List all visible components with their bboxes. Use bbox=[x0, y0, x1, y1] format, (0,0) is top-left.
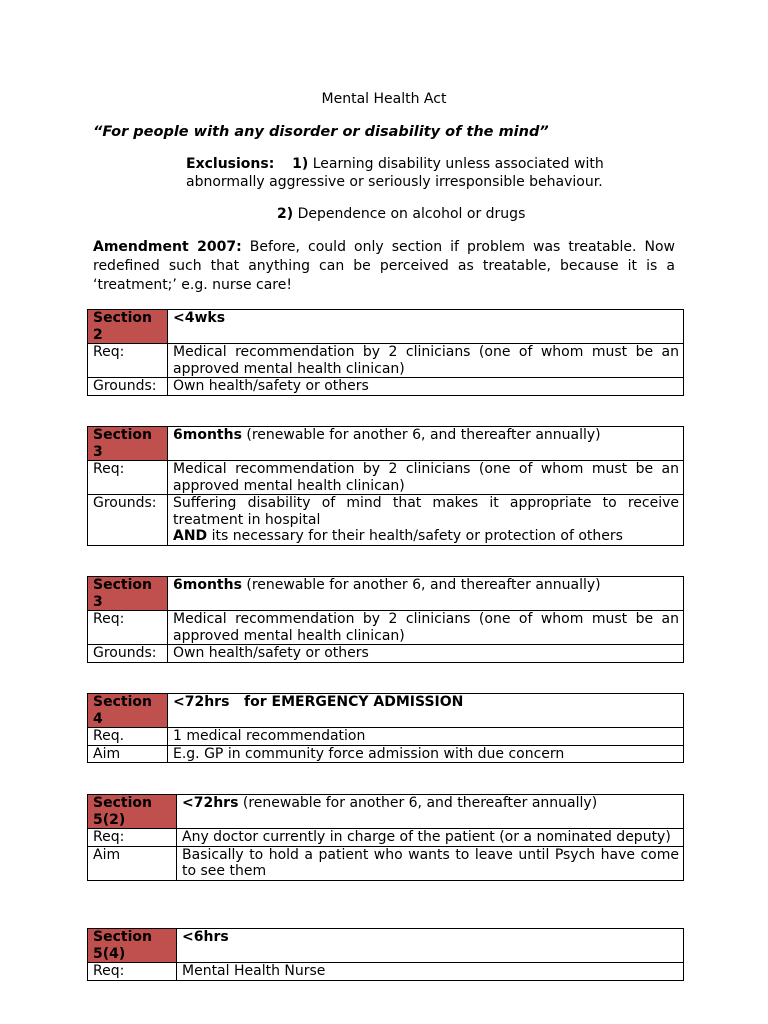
row-label: Req: bbox=[88, 611, 168, 645]
row-text: Mental Health Nurse bbox=[177, 963, 684, 981]
section-name: Section 3 bbox=[88, 427, 168, 461]
and-label: AND bbox=[173, 528, 208, 544]
table-row bbox=[88, 963, 684, 981]
row-label: Req. bbox=[88, 728, 168, 746]
table-row bbox=[88, 829, 684, 847]
duration-bold: <72hrs for EMERGENCY ADMISSION bbox=[173, 694, 464, 710]
exclusion-2 bbox=[277, 206, 525, 222]
row-label: Grounds: bbox=[88, 378, 168, 396]
section-duration bbox=[177, 795, 684, 829]
row-text: Suffering disability of mind that makes it appropriate to receive treatment in hospital bbox=[173, 495, 679, 528]
row-label: Req: bbox=[88, 829, 177, 847]
section-header-row bbox=[88, 694, 684, 728]
duration-bold: <6hrs bbox=[182, 929, 229, 945]
row-label: Req: bbox=[88, 963, 177, 981]
row-text: Own health/safety or others bbox=[168, 378, 684, 396]
exclusion-2-number: 2) bbox=[277, 206, 294, 222]
section-table bbox=[87, 426, 684, 546]
row-text: Any doctor currently in charge of the patient (or a nominated deputy) bbox=[177, 829, 684, 847]
section-name: Section 5(4) bbox=[88, 929, 177, 963]
section-table bbox=[87, 576, 684, 663]
document-title: Mental Health Act bbox=[321, 91, 447, 107]
section-header-row bbox=[88, 577, 684, 611]
section-header-row bbox=[88, 427, 684, 461]
section-duration bbox=[177, 929, 684, 963]
exclusion-1 bbox=[186, 155, 604, 191]
duration-note: (renewable for another 6, and thereafter annually) bbox=[238, 795, 598, 811]
section-table bbox=[87, 693, 684, 763]
exclusion-1-number: 1) bbox=[292, 156, 309, 172]
section-table bbox=[87, 309, 684, 396]
and-text: its necessary for their health/safety or protection of others bbox=[207, 528, 623, 544]
section-name: Section 4 bbox=[88, 694, 168, 728]
row-text: 1 medical recommendation bbox=[168, 728, 684, 746]
section-duration bbox=[168, 694, 684, 728]
row-text-compound bbox=[168, 495, 684, 546]
table-row bbox=[88, 611, 684, 645]
row-label: Grounds: bbox=[88, 495, 168, 546]
section-header-row bbox=[88, 929, 684, 963]
row-label: Grounds: bbox=[88, 645, 168, 663]
section-table bbox=[87, 794, 684, 881]
row-text: Medical recommendation by 2 clinicians (one of whom must be an approved mental health clinican) bbox=[168, 344, 684, 378]
row-label: Aim bbox=[88, 745, 168, 763]
duration-bold: 6months bbox=[173, 577, 242, 593]
section-header-row bbox=[88, 795, 684, 829]
table-row bbox=[88, 378, 684, 396]
definition-quote: “For people with any disorder or disability of the mind” bbox=[93, 124, 549, 140]
duration-note: (renewable for another 6, and thereafter annually) bbox=[241, 427, 601, 443]
row-text: Own health/safety or others bbox=[168, 645, 684, 663]
row-text: E.g. GP in community force admission with due concern bbox=[168, 745, 684, 763]
amendment-paragraph bbox=[93, 238, 675, 295]
exclusions-label: Exclusions: bbox=[186, 156, 275, 172]
amendment-text: Before, could only section if problem was treatable. Now redefined such that anything can be perceived as treatable, because it is a ‘treatment;’ e.g. nurse care! bbox=[93, 239, 675, 293]
exclusion-1-text: Learning disability unless associated with bbox=[312, 156, 604, 172]
duration-bold: 6months bbox=[173, 427, 242, 443]
section-duration bbox=[168, 577, 684, 611]
row-text: Basically to hold a patient who wants to leave until Psych have come to see them bbox=[177, 846, 684, 880]
row-text: Medical recommendation by 2 clinicians (one of whom must be an approved mental health clinican) bbox=[168, 461, 684, 495]
section-table bbox=[87, 928, 684, 981]
amendment-label: Amendment 2007: bbox=[93, 239, 242, 255]
section-name: Section 2 bbox=[88, 310, 168, 344]
section-duration bbox=[168, 427, 684, 461]
duration-bold: <4wks bbox=[173, 310, 226, 326]
row-label: Req: bbox=[88, 461, 168, 495]
table-row bbox=[88, 846, 684, 880]
exclusion-2-text: Dependence on alcohol or drugs bbox=[297, 206, 526, 222]
duration-bold: <72hrs bbox=[182, 795, 239, 811]
table-row bbox=[88, 344, 684, 378]
table-row bbox=[88, 745, 684, 763]
table-row bbox=[88, 645, 684, 663]
section-duration bbox=[168, 310, 684, 344]
row-label: Aim bbox=[88, 846, 177, 880]
table-row bbox=[88, 495, 684, 546]
exclusion-1-text-cont: abnormally aggressive or seriously irresponsible behaviour. bbox=[186, 174, 603, 190]
section-name: Section 5(2) bbox=[88, 795, 177, 829]
row-text: Medical recommendation by 2 clinicians (one of whom must be an approved mental health clinican) bbox=[168, 611, 684, 645]
table-row bbox=[88, 728, 684, 746]
duration-note: (renewable for another 6, and thereafter annually) bbox=[241, 577, 601, 593]
table-row bbox=[88, 461, 684, 495]
section-header-row bbox=[88, 310, 684, 344]
row-label: Req: bbox=[88, 344, 168, 378]
section-name: Section 3 bbox=[88, 577, 168, 611]
